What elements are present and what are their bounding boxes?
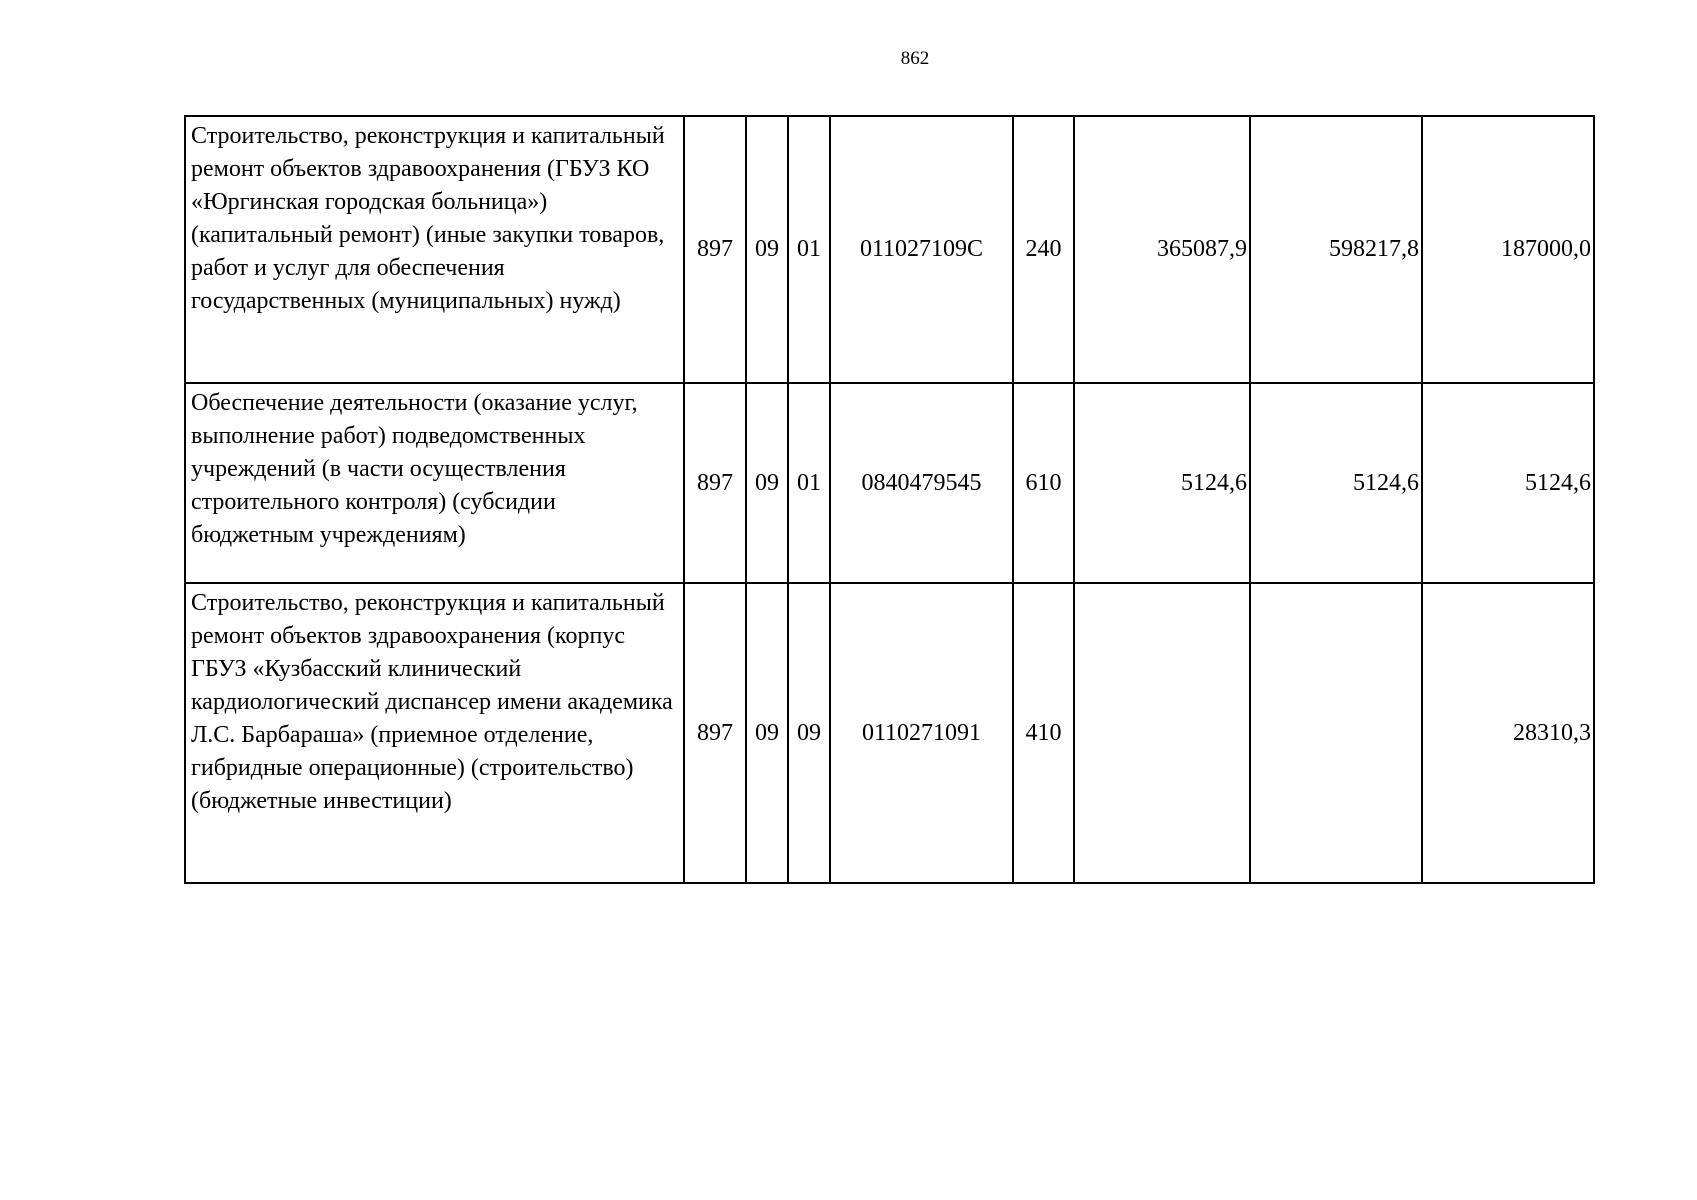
- target-article-code: 011027109С: [830, 116, 1013, 383]
- ministry-code: 897: [684, 583, 746, 883]
- amount-year-3: 5124,6: [1422, 383, 1594, 583]
- section-code: 09: [746, 116, 788, 383]
- target-article-code: 0840479545: [830, 383, 1013, 583]
- subsection-code: 01: [788, 383, 830, 583]
- section-code: 09: [746, 383, 788, 583]
- row-description: Строительство, реконструкция и капитальный ремонт объектов здравоохранения (корпус ГБУЗ «Кузбасский клинический кардиологический диспансер имени академика Л.С. Барбараша» (приемное отделение, гибридные операционные) (строительство) (бюджетные инвестиции): [185, 583, 684, 883]
- row-description: Строительство, реконструкция и капитальный ремонт объектов здравоохранения (ГБУЗ КО «Юргинская городская больница») (капитальный ремонт) (иные закупки товаров, работ и услуг для обеспечения государственных (муниципальных) нужд): [185, 116, 684, 383]
- table-row: [185, 116, 1594, 383]
- table-row: [185, 383, 1594, 583]
- section-code: 09: [746, 583, 788, 883]
- amount-year-2: 5124,6: [1250, 383, 1422, 583]
- expense-type-code: 610: [1013, 383, 1074, 583]
- expense-type-code: 410: [1013, 583, 1074, 883]
- amount-year-1: 5124,6: [1074, 383, 1250, 583]
- subsection-code: 01: [788, 116, 830, 383]
- ministry-code: 897: [684, 383, 746, 583]
- amount-year-1: [1074, 583, 1250, 883]
- page-number: 862: [900, 48, 930, 69]
- row-description: Обеспечение деятельности (оказание услуг, выполнение работ) подведомственных учреждений (в части осуществления строительного контроля) (субсидии бюджетным учреждениям): [185, 383, 684, 583]
- subsection-code: 09: [788, 583, 830, 883]
- budget-table: [184, 115, 1595, 884]
- amount-year-2: 598217,8: [1250, 116, 1422, 383]
- amount-year-1: 365087,9: [1074, 116, 1250, 383]
- amount-year-2: [1250, 583, 1422, 883]
- amount-year-3: 187000,0: [1422, 116, 1594, 383]
- expense-type-code: 240: [1013, 116, 1074, 383]
- table-row: [185, 583, 1594, 883]
- amount-year-3: 28310,3: [1422, 583, 1594, 883]
- ministry-code: 897: [684, 116, 746, 383]
- target-article-code: 0110271091: [830, 583, 1013, 883]
